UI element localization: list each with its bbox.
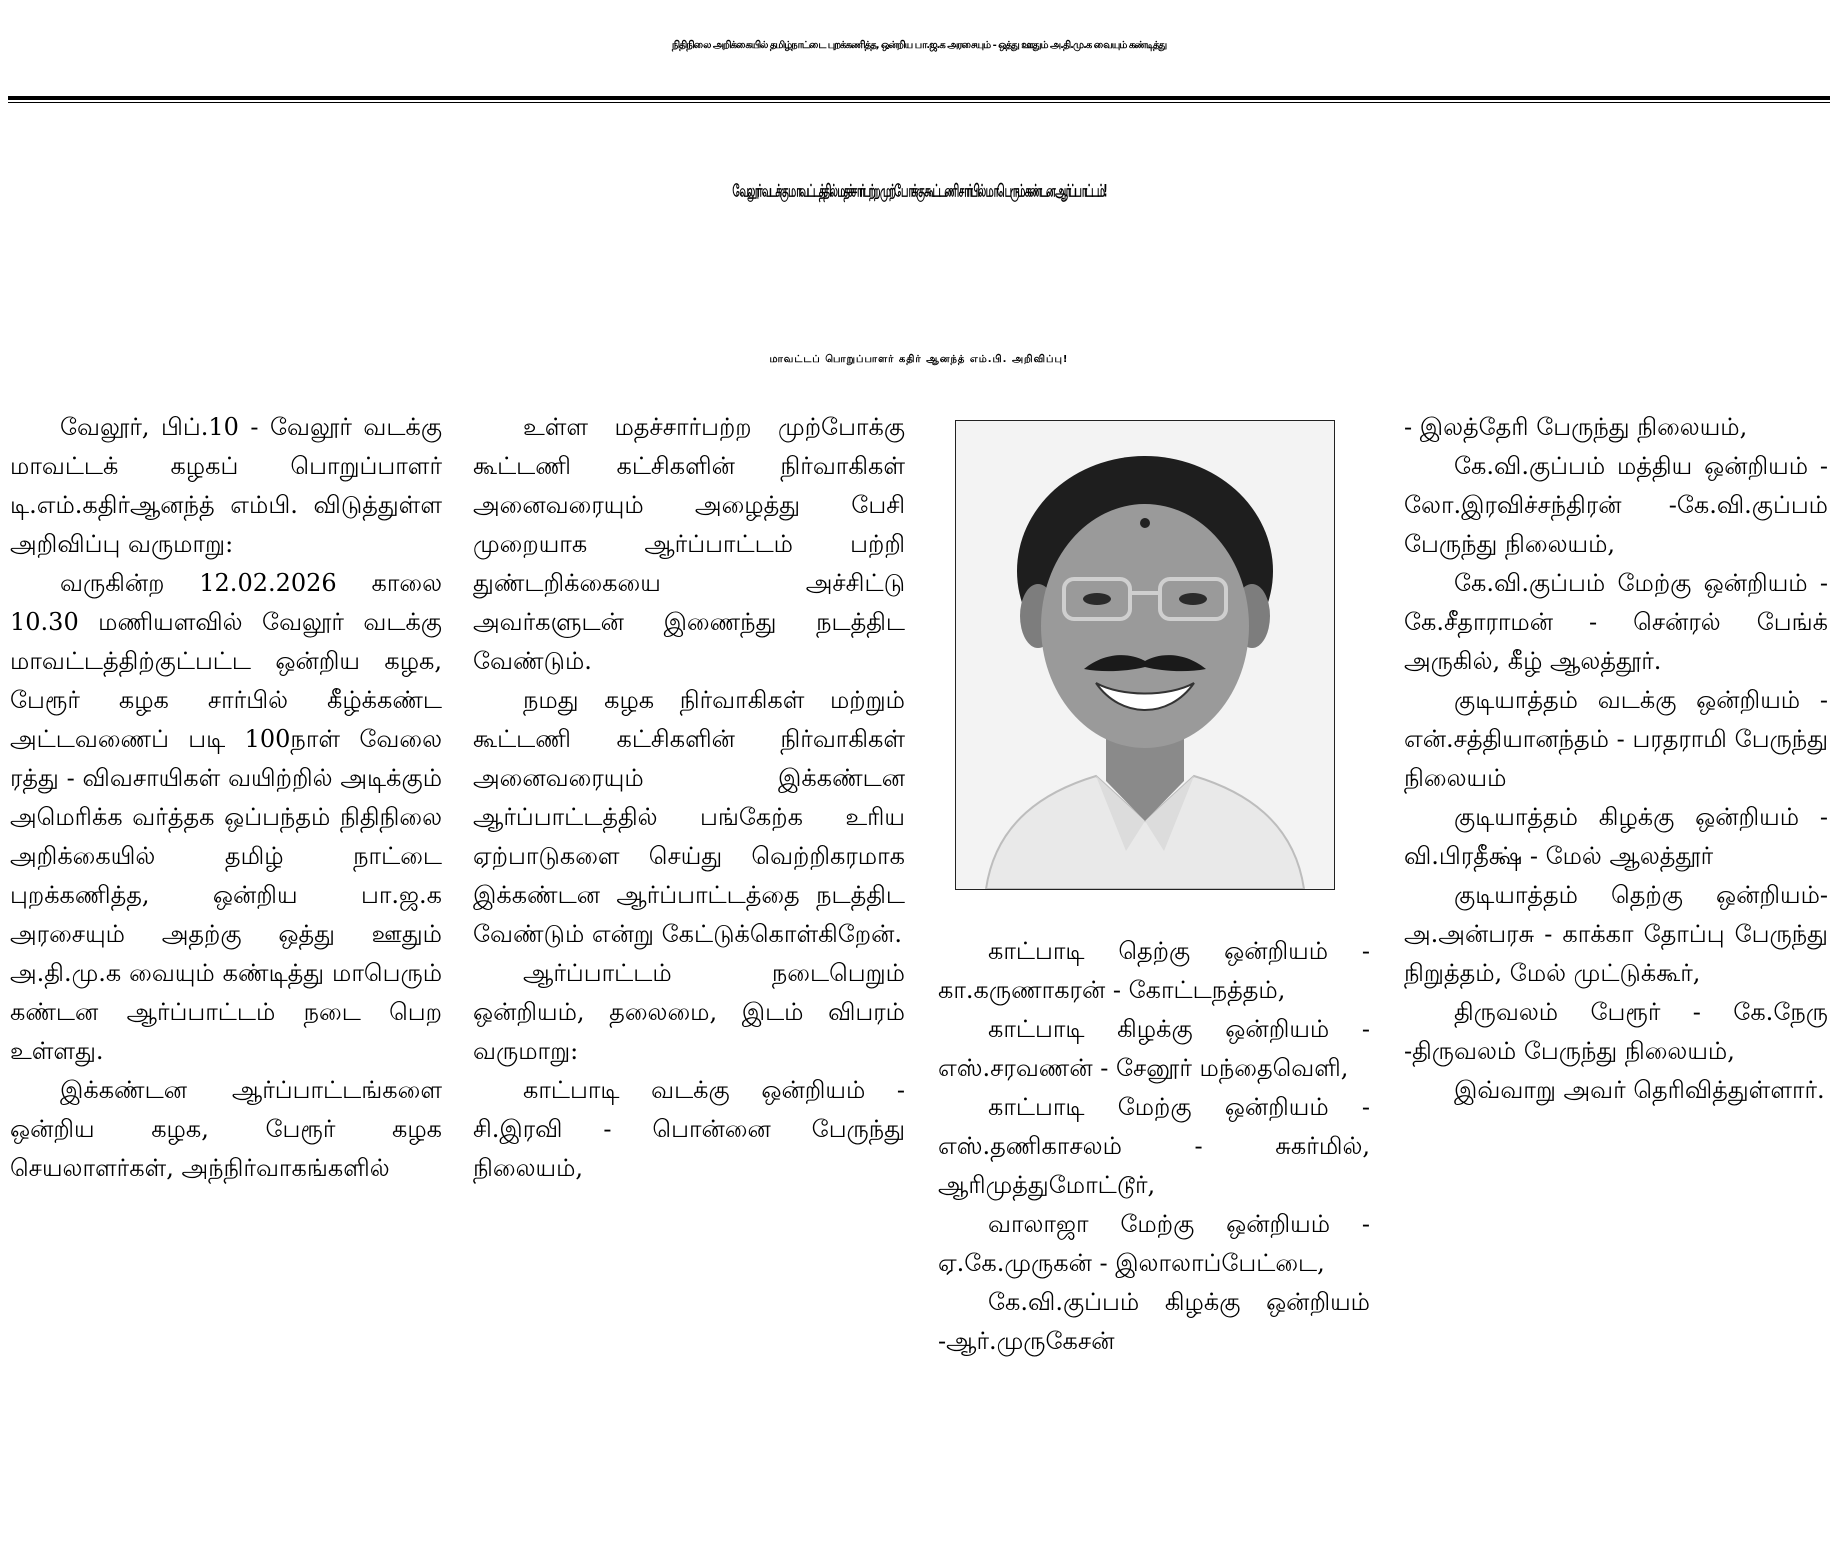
article-column-2 xyxy=(473,408,905,1542)
headline: வேலூர் வடக்கு மாவட்டத்தில் மதச்சார்பற்ற முற்போக்கு கூட்டணி சார்பில் மாபெரும் கண்டன ஆர்ப்பாட்டம்! xyxy=(732,182,1106,202)
paragraph: கே.வி.குப்பம் கிழக்கு ஒன்றியம் -ஆர்.முருகேசன் xyxy=(938,1288,1370,1355)
kicker-line: நிதிநிலை அறிக்கையில் தமிழ்நாட்டை புறக்கணித்த, ஒன்றிய பா.ஜ.க அரசையும் - ஒத்து ஊதும் அ.தி.மு.க வையும் கண்டித்து xyxy=(671,40,1167,51)
paragraph: வருகின்ற 12.02.2026 காலை 10.30 மணியளவில் வேலூர் வடக்கு மாவட்டத்திற்குட்பட்ட ஒன்றிய கழக, பேரூர் கழக சார்பில் கீழ்க்கண்ட அட்டவணைப் படி 100நாள் வேலை ரத்து - விவசாயிகள் வயிற்றில் அடிக்கும் அமெரிக்க வர்த்தக ஒப்பந்தம் நிதிநிலை அறிக்கையில் தமிழ் நாட்டை புறக்கணித்த, ஒன்றிய பா.ஜ.க அரசையும் அதற்கு ஒத்து ஊதும் அ.தி.மு.க வையும் கண்டித்து மாபெரும் கண்டன ஆர்ப்பாட்டம் நடை பெற உள்ளது. xyxy=(10,569,442,1065)
paragraph: குடியாத்தம் தெற்கு ஒன்றியம்- அ.அன்பரசு - காக்கா தோப்பு பேருந்து நிறுத்தம், மேல் முட்டுக்கூர், xyxy=(1404,881,1828,987)
portrait-photo xyxy=(955,420,1335,890)
paragraph: - இலத்தேரி பேருந்து நிலையம், xyxy=(1404,413,1748,441)
portrait-icon xyxy=(956,421,1334,889)
paragraph: காட்பாடி வடக்கு ஒன்றியம் - சி.இரவி - பொன்னை பேருந்து நிலையம், xyxy=(473,1076,905,1182)
paragraph: காட்பாடி கிழக்கு ஒன்றியம் - எஸ்.சரவணன் - சேனூர் மந்தைவெளி, xyxy=(938,1015,1370,1082)
paragraph: காட்பாடி தெற்கு ஒன்றியம் - கா.கருணாகரன் - கோட்டநத்தம், xyxy=(938,937,1370,1004)
article-column-1 xyxy=(10,408,442,1542)
paragraph: குடியாத்தம் கிழக்கு ஒன்றியம் - வி.பிரதீக்ஷ் - மேல் ஆலத்தூர் xyxy=(1404,803,1828,870)
paragraph: குடியாத்தம் வடக்கு ஒன்றியம் - என்.சத்தியானந்தம் - பரதராமி பேருந்து நிலையம் xyxy=(1404,686,1828,792)
paragraph: இவ்வாறு அவர் தெரிவித்துள்ளார். xyxy=(1454,1076,1825,1104)
paragraph: ஆர்ப்பாட்டம் நடைபெறும் ஒன்றியம், தலைமை, இடம் விபரம் வருமாறு: xyxy=(473,959,905,1065)
paragraph: இக்கண்டன ஆர்ப்பாட்டங்களை ஒன்றிய கழக, பேரூர் கழக செயலாளர்கள், அந்நிர்வாகங்களில் xyxy=(10,1076,442,1182)
paragraph: வேலூர், பிப்.10 - வேலூர் வடக்கு மாவட்டக் கழகப் பொறுப்பாளர் டி.எம்.கதிர்ஆனந்த் எம்பி. விடுத்துள்ள அறிவிப்பு வருமாறு: xyxy=(10,413,442,558)
subheadline: மாவட்டப் பொறுப்பாளர் கதிர் ஆனந்த் எம்.பி. அறிவிப்பு! xyxy=(769,354,1069,365)
paragraph: கே.வி.குப்பம் மேற்கு ஒன்றியம் - கே.சீதாராமன் - சென்ரல் பேங்க் அருகில், கீழ் ஆலத்தூர். xyxy=(1404,569,1828,675)
paragraph: வாலாஜா மேற்கு ஒன்றியம் - ஏ.கே.முருகன் - இலாலாப்பேட்டை, xyxy=(938,1210,1370,1277)
article-column-4 xyxy=(1404,408,1828,1542)
paragraph: திருவலம் பேரூர் - கே.நேரு -திருவலம் பேருந்து நிலையம், xyxy=(1404,998,1828,1065)
paragraph: கே.வி.குப்பம் மத்திய ஒன்றியம் - லோ.இரவிச்சந்திரன் -கே.வி.குப்பம் பேருந்து நிலையம், xyxy=(1404,452,1828,558)
paragraph: காட்பாடி மேற்கு ஒன்றியம் - எஸ்.தணிகாசலம் - சுகர்மில், ஆரிமுத்துமோட்டூர், xyxy=(938,1093,1370,1199)
paragraph: நமது கழக நிர்வாகிகள் மற்றும் கூட்டணி கட்சிகளின் நிர்வாகிகள் அனைவரையும் இக்கண்டன ஆர்ப்பாட்டத்தில் பங்கேற்க உரிய ஏற்பாடுகளை செய்து வெற்றிகரமாக இக்கண்டன ஆர்ப்பாட்டத்தை நடத்திட வேண்டும் என்று கேட்டுக்கொள்கிறேன். xyxy=(473,686,905,948)
paragraph: உள்ள மதச்சார்பற்ற முற்போக்கு கூட்டணி கட்சிகளின் நிர்வாகிகள் அனைவரையும் அழைத்து பேசி முறையாக ஆர்ப்பாட்டம் பற்றி துண்டறிக்கையை அச்சிட்டு அவர்களுடன் இணைந்து நடத்திட வேண்டும். xyxy=(473,413,905,675)
article-column-3 xyxy=(938,932,1370,1542)
